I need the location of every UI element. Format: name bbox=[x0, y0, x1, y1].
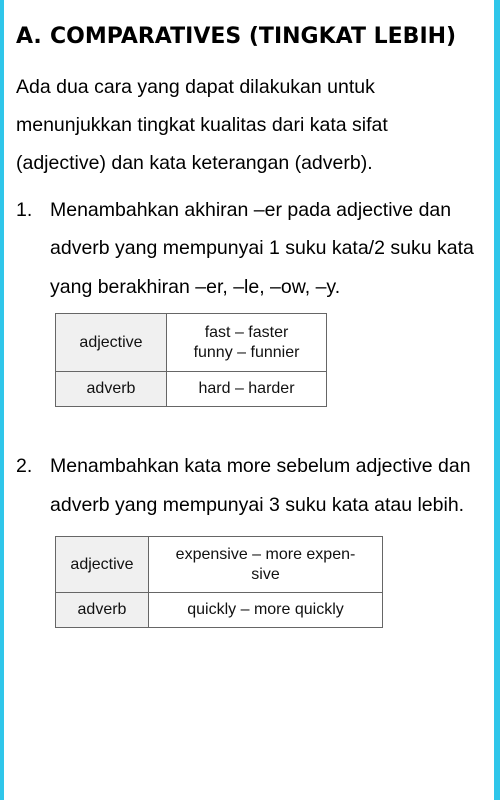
intro-line: menunjukkan tingkat kualitas dari kata sifat bbox=[16, 114, 388, 136]
example-table bbox=[55, 536, 383, 628]
table-value-cell bbox=[149, 537, 383, 593]
section-heading bbox=[16, 24, 456, 49]
section-letter: A. bbox=[16, 24, 42, 49]
intro-line: (adjective) dan kata keterangan (adverb). bbox=[16, 152, 373, 174]
item-line: adverb yang mempunyai 3 suku kata atau lebih. bbox=[50, 494, 465, 516]
table-value-cell bbox=[149, 593, 383, 628]
item-line: Menambahkan akhiran –er pada adjective dan bbox=[50, 199, 452, 221]
table-value-line: expensive – more expen- bbox=[175, 545, 356, 563]
table-value-line: hard – harder bbox=[198, 380, 295, 397]
table-label-cell: adjective bbox=[56, 314, 167, 372]
item-line: adverb yang mempunyai 1 suku kata/2 suku kata bbox=[50, 237, 474, 259]
table-row bbox=[56, 314, 327, 372]
table-label-cell: adjective bbox=[56, 537, 149, 593]
item-line: yang berakhiran –er, –le, –ow, –y. bbox=[50, 276, 341, 298]
table-value-line: funny – funnier bbox=[193, 343, 300, 361]
table-label-cell: adverb bbox=[56, 372, 167, 407]
table-value-line: quickly – more quickly bbox=[187, 601, 344, 618]
table-value-line: sive bbox=[251, 565, 280, 583]
item-number: 1. bbox=[16, 199, 33, 221]
item-line: Menambahkan kata more sebelum adjective dan bbox=[50, 455, 471, 477]
intro-line: Ada dua cara yang dapat dilakukan untuk bbox=[16, 76, 375, 98]
table-value-cell bbox=[167, 314, 327, 372]
document-page bbox=[4, 0, 494, 800]
table-value-cell bbox=[167, 372, 327, 407]
item-number: 2. bbox=[16, 455, 33, 477]
table-value-line: fast – faster bbox=[204, 323, 289, 341]
table-row bbox=[56, 537, 383, 593]
table-row bbox=[56, 372, 327, 407]
section-title: COMPARATIVES (TINGKAT LEBIH) bbox=[50, 24, 457, 49]
table-label-cell: adverb bbox=[56, 593, 149, 628]
example-table bbox=[55, 313, 327, 407]
table-row bbox=[56, 593, 383, 628]
